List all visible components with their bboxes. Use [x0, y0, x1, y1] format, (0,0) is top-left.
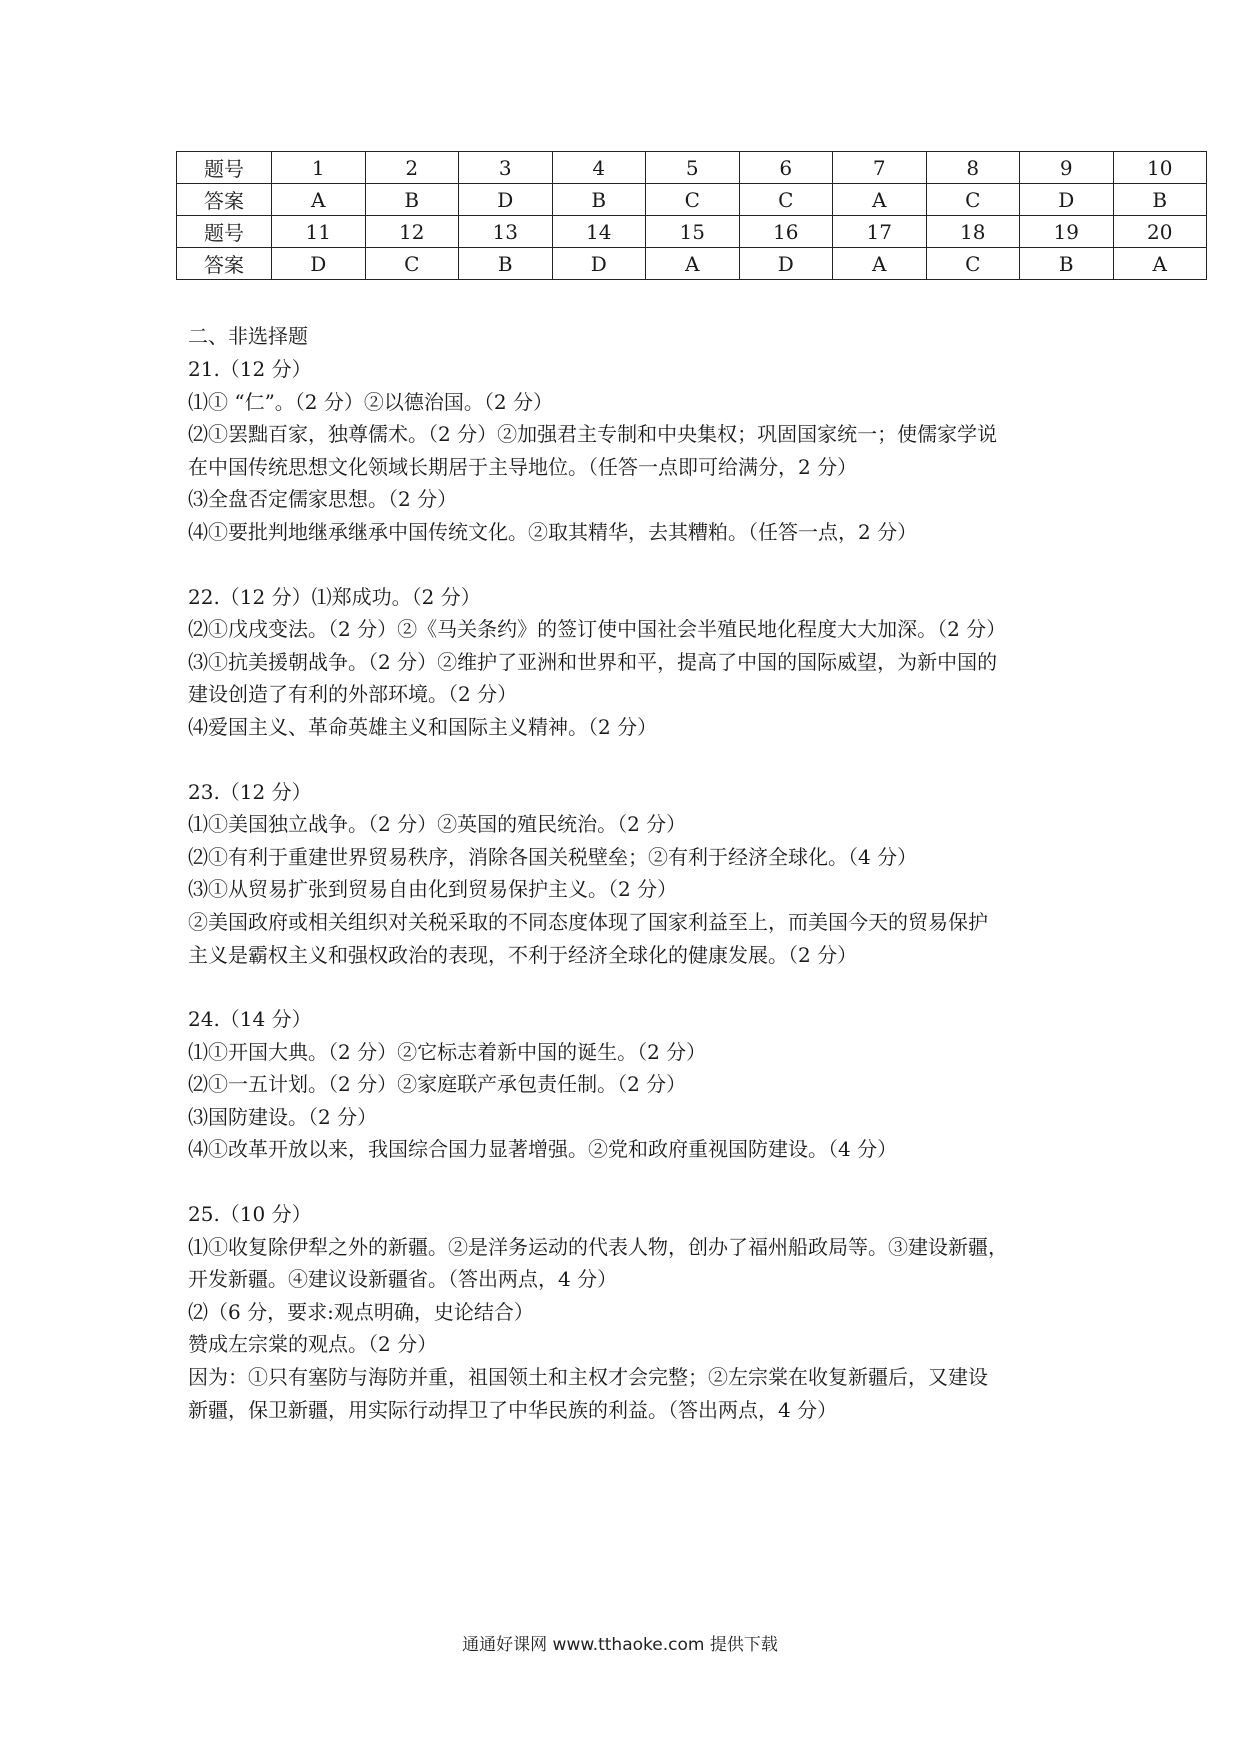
- question-block: [188, 1003, 1068, 1166]
- footer-text: 通通好课网 www.tthaoke.com 提供下载: [462, 1635, 778, 1655]
- answer-line: ⑵①罢黜百家，独尊儒术。（2 分）②加强君主专制和中央集权；巩固国家统一；使儒家学说: [188, 422, 998, 447]
- answer-line: 赞成左宗棠的观点。（2 分）: [188, 1332, 438, 1357]
- answer-table-cell: 11: [272, 216, 366, 248]
- answer-table-cell: 5: [646, 152, 740, 184]
- answer-table-cell: A: [1113, 248, 1207, 280]
- answer-line: 主义是霸权主义和强权政治的表现，不利于经济全球化的健康发展。（2 分）: [188, 942, 858, 967]
- question-block: [188, 581, 1068, 744]
- answer-line: ⑵①有利于重建世界贸易秩序，消除各国关税壁垒；②有利于经济全球化。（4 分）: [188, 844, 918, 869]
- section-title: 二、非选择题: [188, 324, 308, 348]
- question-block: [188, 353, 1068, 549]
- answer-table-cell: 15: [646, 216, 740, 248]
- answer-table-cell: 14: [552, 216, 646, 248]
- answer-table-cell: D: [739, 248, 833, 280]
- question-block: [188, 776, 1068, 972]
- answer-table-cell: 12: [365, 216, 459, 248]
- answer-line: ⑴①收复除伊犁之外的新疆。②是洋务运动的代表人物，创办了福州船政局等。③建设新疆，: [188, 1234, 1008, 1259]
- answer-table-cell: 6: [739, 152, 833, 184]
- answer-table-cell: 2: [365, 152, 459, 184]
- answer-line: ⑵①一五计划。（2 分）②家庭联产承包责任制。（2 分）: [188, 1072, 687, 1097]
- answer-line: ②美国政府或相关组织对关税采取的不同态度体现了国家利益至上，而美国今天的贸易保护: [188, 909, 988, 934]
- answer-line: ⑵①戊戌变法。（2 分）②《马关条约》的签订使中国社会半殖民地化程度大大加深。（2 分）: [188, 617, 1007, 642]
- non-choice-section: [188, 320, 1068, 1458]
- answer-line: ⑴①美国独立战争。（2 分）②英国的殖民统治。（2 分）: [188, 812, 687, 837]
- answer-table-cell: B: [1113, 184, 1207, 216]
- answer-line: 开发新疆。④建议设新疆省。（答出两点，4 分）: [188, 1267, 618, 1292]
- answer-table-cell: 10: [1113, 152, 1207, 184]
- answer-table-cell: B: [459, 248, 553, 280]
- row-label: 题号: [177, 216, 272, 248]
- answer-table-row: [177, 216, 1207, 248]
- answer-table-cell: C: [926, 248, 1020, 280]
- answer-line: 因为：①只有塞防与海防并重，祖国领土和主权才会完整；②左宗棠在收复新疆后，又建设: [188, 1365, 988, 1390]
- answer-table-cell: 1: [272, 152, 366, 184]
- answer-table-cell: 3: [459, 152, 553, 184]
- row-label: 答案: [177, 248, 272, 280]
- answer-line: 22.（12 分）⑴郑成功。（2 分）: [188, 584, 481, 609]
- answer-table-cell: B: [365, 184, 459, 216]
- answer-table-row: [177, 248, 1207, 280]
- answer-table-cell: C: [365, 248, 459, 280]
- answer-table-cell: 18: [926, 216, 1020, 248]
- answer-line: ⑴①开国大典。（2 分）②它标志着新中国的诞生。（2 分）: [188, 1039, 707, 1064]
- answer-line: 21.（12 分）: [188, 357, 312, 381]
- answer-table-cell: 4: [552, 152, 646, 184]
- answer-line: 24.（14 分）: [188, 1007, 312, 1032]
- answer-line: ⑵（6 分，要求:观点明确，史论结合）: [188, 1299, 534, 1324]
- answer-table-cell: A: [833, 248, 927, 280]
- answer-table-cell: 20: [1113, 216, 1207, 248]
- answer-line: ⑶①从贸易扩张到贸易自由化到贸易保护主义。（2 分）: [188, 877, 678, 902]
- answer-table-cell: 17: [833, 216, 927, 248]
- answer-table-cell: C: [646, 184, 740, 216]
- answer-table-cell: A: [646, 248, 740, 280]
- answer-table: [176, 151, 1207, 280]
- answer-line: ⑷①要批判地继承继承中国传统文化。②取其精华，去其糟粕。（任答一点，2 分）: [188, 519, 918, 544]
- answer-table-cell: 13: [459, 216, 553, 248]
- answer-table-cell: 7: [833, 152, 927, 184]
- answer-line: 25.（10 分）: [188, 1202, 312, 1227]
- answer-table-cell: 9: [1020, 152, 1114, 184]
- answer-line: 建设创造了有利的外部环境。（2 分）: [188, 682, 518, 707]
- answer-table-cell: D: [459, 184, 553, 216]
- answer-line: 23.（12 分）: [188, 779, 312, 804]
- answer-line: 新疆，保卫新疆，用实际行动捍卫了中华民族的利益。（答出两点，4 分）: [188, 1397, 838, 1422]
- answer-table-cell: C: [926, 184, 1020, 216]
- answer-table-cell: 8: [926, 152, 1020, 184]
- answer-table-cell: A: [272, 184, 366, 216]
- answer-line: ⑶国防建设。（2 分）: [188, 1104, 378, 1129]
- answer-table-cell: B: [552, 184, 646, 216]
- answer-line: ⑶全盘否定儒家思想。（2 分）: [188, 487, 458, 512]
- answer-line: 在中国传统思想文化领域长期居于主导地位。（任答一点即可给满分，2 分）: [188, 454, 858, 479]
- row-label: 题号: [177, 152, 272, 184]
- answer-line: ⑶①抗美援朝战争。（2 分）②维护了亚洲和世界和平，提高了中国的国际威望，为新中国的: [188, 649, 998, 674]
- answer-table-cell: D: [552, 248, 646, 280]
- answer-table-cell: D: [272, 248, 366, 280]
- answer-line: ⑷爱国主义、革命英雄主义和国际主义精神。（2 分）: [188, 714, 658, 739]
- answer-table-row: [177, 152, 1207, 184]
- answer-line: ⑷①改革开放以来，我国综合国力显著增强。②党和政府重视国防建设。（4 分）: [188, 1137, 898, 1162]
- answer-table-cell: C: [739, 184, 833, 216]
- answer-table-cell: B: [1020, 248, 1114, 280]
- row-label: 答案: [177, 184, 272, 216]
- answer-line: ⑴① “仁”。（2 分）②以德治国。（2 分）: [188, 389, 553, 414]
- answer-table-cell: 16: [739, 216, 833, 248]
- answer-table-cell: A: [833, 184, 927, 216]
- question-block: [188, 1198, 1068, 1426]
- answer-table-cell: D: [1020, 184, 1114, 216]
- answer-table-cell: 19: [1020, 216, 1114, 248]
- answer-table-row: [177, 184, 1207, 216]
